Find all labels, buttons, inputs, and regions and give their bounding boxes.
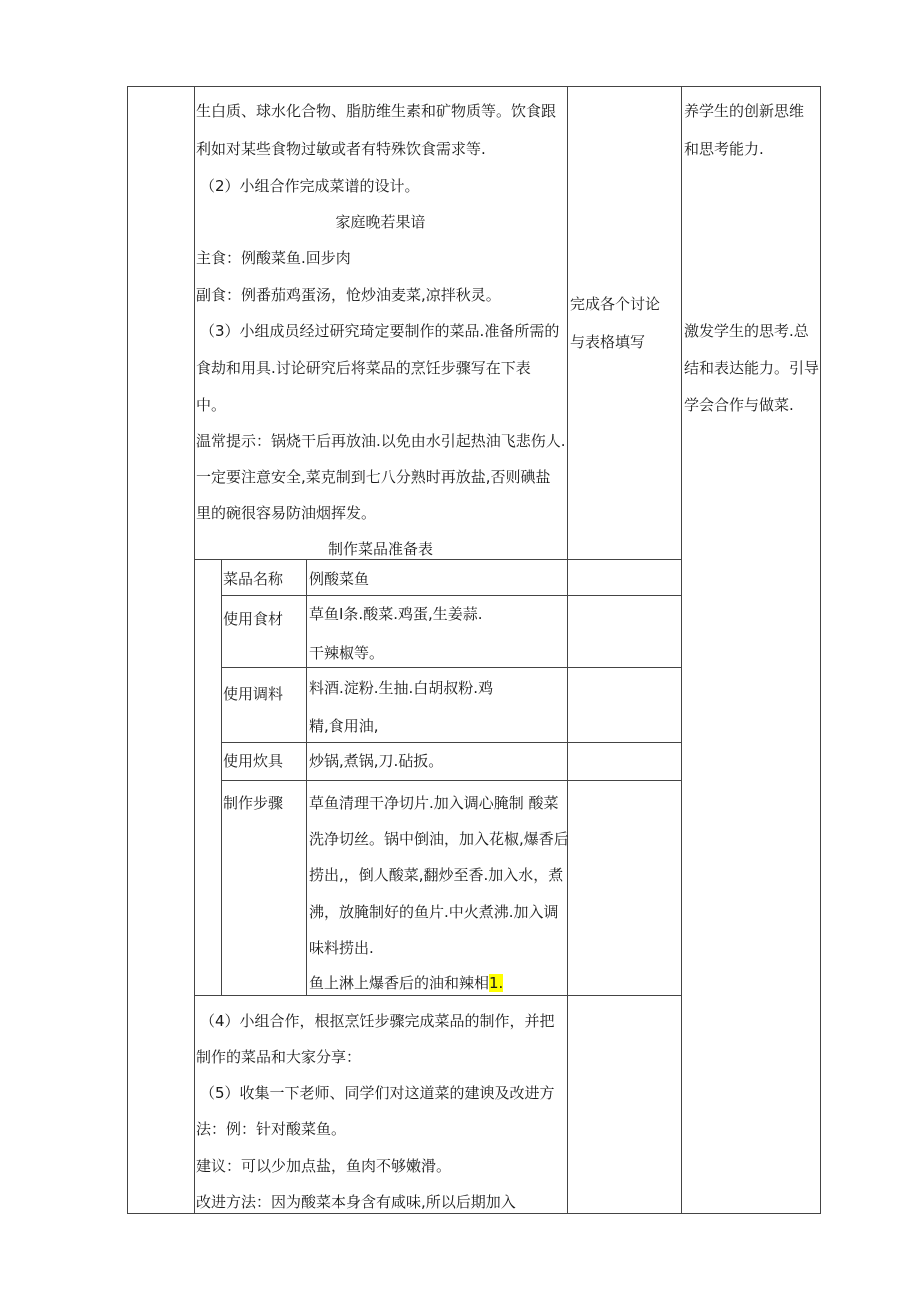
prep-row-label: 使用调料 (223, 685, 284, 703)
content-line: （2）小组合作完成菜谱的设计。 (200, 177, 420, 195)
prep-row-value: 捞出,，倒人酸菜,翻炒至香.加入水，煮 (309, 866, 564, 884)
prep-row-value: 炒锅,煮锅,刀.砧扳。 (309, 752, 444, 770)
design-intent: 养学生的创新思维 (684, 102, 805, 120)
highlighted-text: 1. (489, 974, 504, 992)
content-line: 改进方法：因为酸菜本身含有咸味,所以后期加入 (196, 1193, 516, 1211)
prep-row-divider (221, 595, 681, 596)
content-line: （4）小组合作，根抠烹饪步骤完成菜品的制作，并把 (200, 1012, 555, 1030)
prep-table-left (221, 559, 222, 995)
content-line: 主食：例酸菜鱼.回步肉 (196, 249, 351, 267)
col-divider-3 (681, 86, 682, 1214)
tip-line: 温常提示：锅烧干后再放油.以免由水引起热油飞悲伤人. (196, 432, 566, 450)
menu-title: 家庭晚若果谙 (335, 213, 426, 231)
prep-row-value: 草鱼I条.酸菜.鸡蛋,生姜蒜. (309, 605, 483, 623)
content-line: 法：例：针对酸菜鱼。 (196, 1120, 347, 1138)
prep-row-value: 草鱼清理干净切片.加入调心腌制 酸菜 (309, 794, 559, 812)
table-top-border (127, 86, 821, 87)
content-line: （3）小组成员经过研究琦定要制作的菜品.准备所需的 (200, 322, 560, 340)
prep-row-label: 制作步骤 (223, 794, 284, 812)
tip-line: 里的碗很容易防油烟挥发。 (196, 504, 377, 522)
prep-row-value: 例酸菜鱼 (309, 570, 370, 588)
prep-row-label: 使用食材 (223, 610, 284, 628)
prep-row-value: 料酒.淀粉.生抽.白胡叔粉.鸡 (309, 679, 494, 697)
student-activity: 完成各个讨论 (570, 295, 661, 313)
table-left-border (127, 86, 128, 1214)
prep-table-mid (306, 559, 307, 995)
prep-row-value: 沸，放腌制好的鱼片.中火煮沸.加入调 (309, 903, 559, 921)
prep-row-label: 菜品名称 (223, 570, 284, 588)
prep-row-divider (221, 667, 681, 668)
prep-row-divider (221, 742, 681, 743)
table-bottom-border (127, 1213, 821, 1214)
design-intent: 激发学生的思考.总 (684, 322, 809, 340)
content-line: 建议：可以少加点盐，鱼肉不够嫩滑。 (196, 1157, 452, 1175)
prep-row-value: 味料捞出. (309, 939, 374, 957)
design-intent: 结和表达能力。引导 (684, 359, 820, 377)
prep-row-value: 干辣椒等。 (309, 644, 385, 662)
prep-table-bottom (194, 995, 681, 996)
tip-line: 一定要注意安全,菜克制到七八分熟时再放盐,否则碘盐 (196, 468, 551, 486)
prep-row-value: 洗净切丝。锅中倒油，加入花椒,爆香后 (309, 830, 569, 848)
col-divider-2 (567, 86, 568, 1214)
content-line: 利如对某些食物过敏或者有特殊饮食需求等. (196, 140, 486, 158)
design-intent: 和思考能力. (684, 140, 764, 158)
content-line: 中。 (196, 396, 227, 414)
table-right-border (820, 86, 821, 1214)
prep-row-label: 使用炊具 (223, 752, 284, 770)
content-line: 制作的菜品和大家分享： (196, 1048, 362, 1066)
content-line: 食劫和用具.讨论研究后将菜品的烹饪步骤写在下表 (196, 359, 531, 377)
prep-row-value: 精,食用油, (309, 717, 379, 735)
design-intent: 学会合作与做菜. (684, 396, 794, 414)
col-divider-1 (194, 86, 195, 1214)
student-activity: 与表格填写 (570, 333, 646, 351)
prep-table-top (194, 559, 681, 560)
content-line: （5）收集一下老师、同学们对这道菜的建谀及改进方 (200, 1084, 555, 1102)
prep-row-value (309, 974, 503, 992)
prep-row-divider (221, 780, 681, 781)
content-line: 副食：例番茄鸡蛋汤，怆炒油麦菜,凉拌秋灵。 (196, 286, 501, 304)
prep-row-value-text: 鱼上淋上爆香后的油和辣相 (309, 974, 490, 992)
prep-table-title: 制作菜品准备表 (327, 540, 433, 558)
content-line: 生白质、球水化合物、脂肪维生素和矿物质等。饮食跟 (196, 102, 557, 120)
